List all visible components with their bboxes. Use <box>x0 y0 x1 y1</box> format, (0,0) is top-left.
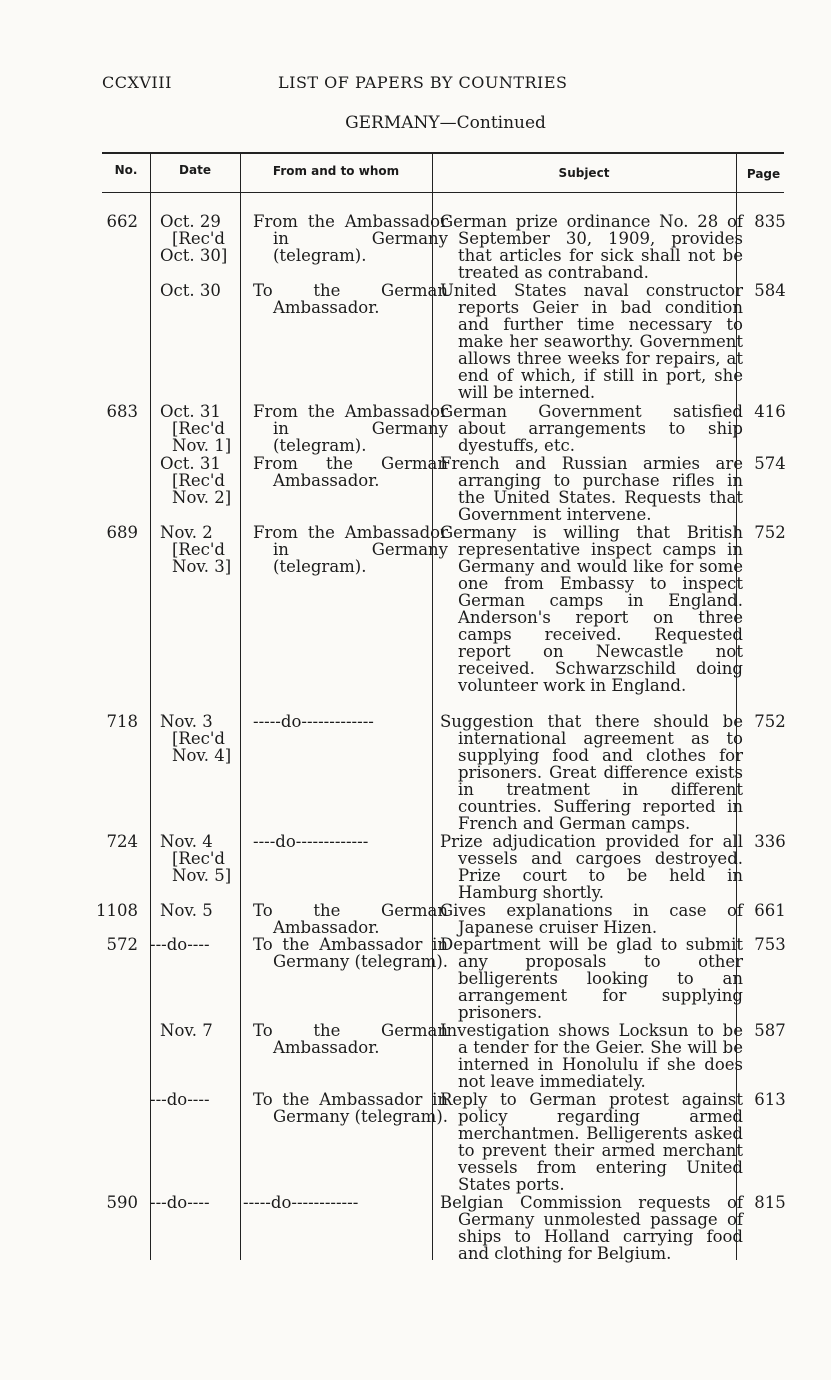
date-line: [Rec'd <box>172 419 225 438</box>
row-date <box>150 936 225 953</box>
row-subject: Investigation shows Locksun to be a tender for the Geier. She will be interned in Honolulu if she does not leave immediately. <box>440 1021 743 1091</box>
page-header-number: CCXVIII <box>102 73 172 92</box>
row-date <box>160 524 235 575</box>
row-subject: Reply to German protest against policy regarding armed merchantmen. Belligerents asked to prevent their armed merchant vessels from entering United States ports. <box>440 1090 743 1194</box>
row-subject: Belgian Commission requests of Germany unmolested passage of ships to Holland carrying food and clothing for Belgium. <box>440 1193 743 1263</box>
row-number: 683 <box>106 402 138 421</box>
row-subject: Suggestion that there should be international agreement as to supplying food and clothes for prisoners. Great difference exists in treatment in different countries. Suffering reported in French and German camps. <box>440 712 743 833</box>
date-line: ---do---- <box>150 935 210 954</box>
column-header-page: Page <box>746 167 781 181</box>
row-date <box>160 403 235 454</box>
date-line: Nov. 5 <box>160 901 213 920</box>
date-line: Nov. 7 <box>160 1021 213 1040</box>
date-line: Nov. 5] <box>172 866 232 885</box>
row-page: 574 <box>754 454 786 473</box>
row-from: From the Ambassador in Germany (telegram). <box>253 212 448 265</box>
row-page: 815 <box>754 1193 786 1212</box>
row-number: 662 <box>106 212 138 231</box>
date-line: Oct. 30] <box>160 246 228 265</box>
table-top-rule <box>102 152 784 154</box>
row-from: To the German Ambassador. <box>253 901 448 937</box>
row-page: 587 <box>754 1021 786 1040</box>
date-line: [Rec'd <box>172 540 225 559</box>
section-title: GERMANY—Continued <box>345 113 546 133</box>
row-date <box>160 902 235 919</box>
row-page: 752 <box>754 712 786 731</box>
date-line: [Rec'd <box>172 229 225 248</box>
row-date <box>160 1022 235 1039</box>
row-subject: German prize ordinance No. 28 of September 30, 1909, provides that articles for sick shall not be treated as contraband. <box>440 212 743 282</box>
row-from: From the Ambassador in Germany (telegram). <box>253 402 448 455</box>
row-subject: French and Russian armies are arranging to purchase rifles in the United States. Requests that Government intervene. <box>440 454 743 524</box>
column-header-subject: Subject <box>558 166 610 180</box>
row-subject: Prize adjudication provided for all vessels and cargoes destroyed. Prize court to be held in Hamburg shortly. <box>440 832 743 902</box>
row-from: To the German Ambassador. <box>253 1021 448 1057</box>
date-line: Nov. 2 <box>160 523 213 542</box>
row-subject: Germany is willing that British representative inspect camps in Germany and would like for some one from Embassy to inspect German camps in England. Anderson's report on three camps received. Requested report on Newcastle not received. Schwarzschild doing volunteer work in England. <box>440 523 743 695</box>
row-subject: German Government satisfied about arrangements to ship dyestuffs, etc. <box>440 402 743 455</box>
row-date <box>150 1091 225 1108</box>
row-number: 689 <box>106 523 138 542</box>
row-from: To the Ambassador in Germany (telegram). <box>253 935 448 971</box>
row-date <box>160 833 235 884</box>
row-page: 835 <box>754 212 786 231</box>
row-subject: Gives explanations in case of Japanese cruiser Hizen. <box>440 901 743 937</box>
column-header-date: Date <box>179 163 211 177</box>
column-header-from: From and to whom <box>272 164 400 178</box>
row-page: 752 <box>754 523 786 542</box>
row-from: To the German Ambassador. <box>253 281 448 317</box>
date-line: Nov. 4 <box>160 832 213 851</box>
row-page: 753 <box>754 935 786 954</box>
table-header-rule <box>102 192 784 193</box>
date-line: Oct. 30 <box>160 281 221 300</box>
date-line: Oct. 31 <box>160 402 221 421</box>
row-subject: United States naval constructor reports Geier in bad condition and further time necessary to make her seaworthy. Government allows three weeks for repairs, at end of which, if still in port, she will be interned. <box>440 281 743 402</box>
row-from: From the German Ambassador. <box>253 454 448 490</box>
row-number: 1108 <box>96 901 138 920</box>
row-page: 661 <box>754 901 786 920</box>
column-divider <box>240 152 241 1260</box>
date-line: Nov. 3] <box>172 557 232 576</box>
date-line: Nov. 3 <box>160 712 213 731</box>
row-from: ----do------------- <box>253 832 369 851</box>
row-page: 416 <box>754 402 786 421</box>
date-line: ---do---- <box>150 1193 210 1212</box>
row-number: 718 <box>106 712 138 731</box>
row-date <box>160 282 235 299</box>
row-number: 590 <box>106 1193 138 1212</box>
date-line: [Rec'd <box>172 471 225 490</box>
date-line: Nov. 4] <box>172 746 232 765</box>
row-page: 336 <box>754 832 786 851</box>
date-line: Nov. 2] <box>172 488 232 507</box>
date-line: Oct. 29 <box>160 212 221 231</box>
date-line: ---do---- <box>150 1090 210 1109</box>
row-from: -----do------------- <box>253 712 374 731</box>
date-line: [Rec'd <box>172 849 225 868</box>
row-date <box>160 213 235 264</box>
row-page: 584 <box>754 281 786 300</box>
row-from: From the Ambassador in Germany (telegram). <box>253 523 448 576</box>
row-from: To the Ambassador in Germany (telegram). <box>253 1090 448 1126</box>
row-number: 572 <box>106 935 138 954</box>
row-from: -----do------------ <box>243 1193 359 1212</box>
date-line: [Rec'd <box>172 729 225 748</box>
row-date <box>160 713 235 764</box>
row-subject: Department will be glad to submit any proposals to other belligerents looking to an arrangement for supplying prisoners. <box>440 935 743 1022</box>
row-number: 724 <box>106 832 138 851</box>
row-date <box>150 1194 225 1211</box>
column-header-no: No. <box>114 163 138 177</box>
date-line: Oct. 31 <box>160 454 221 473</box>
page-header-title: LIST OF PAPERS BY COUNTRIES <box>278 73 568 92</box>
date-line: Nov. 1] <box>172 436 232 455</box>
row-date <box>160 455 235 506</box>
row-page: 613 <box>754 1090 786 1109</box>
